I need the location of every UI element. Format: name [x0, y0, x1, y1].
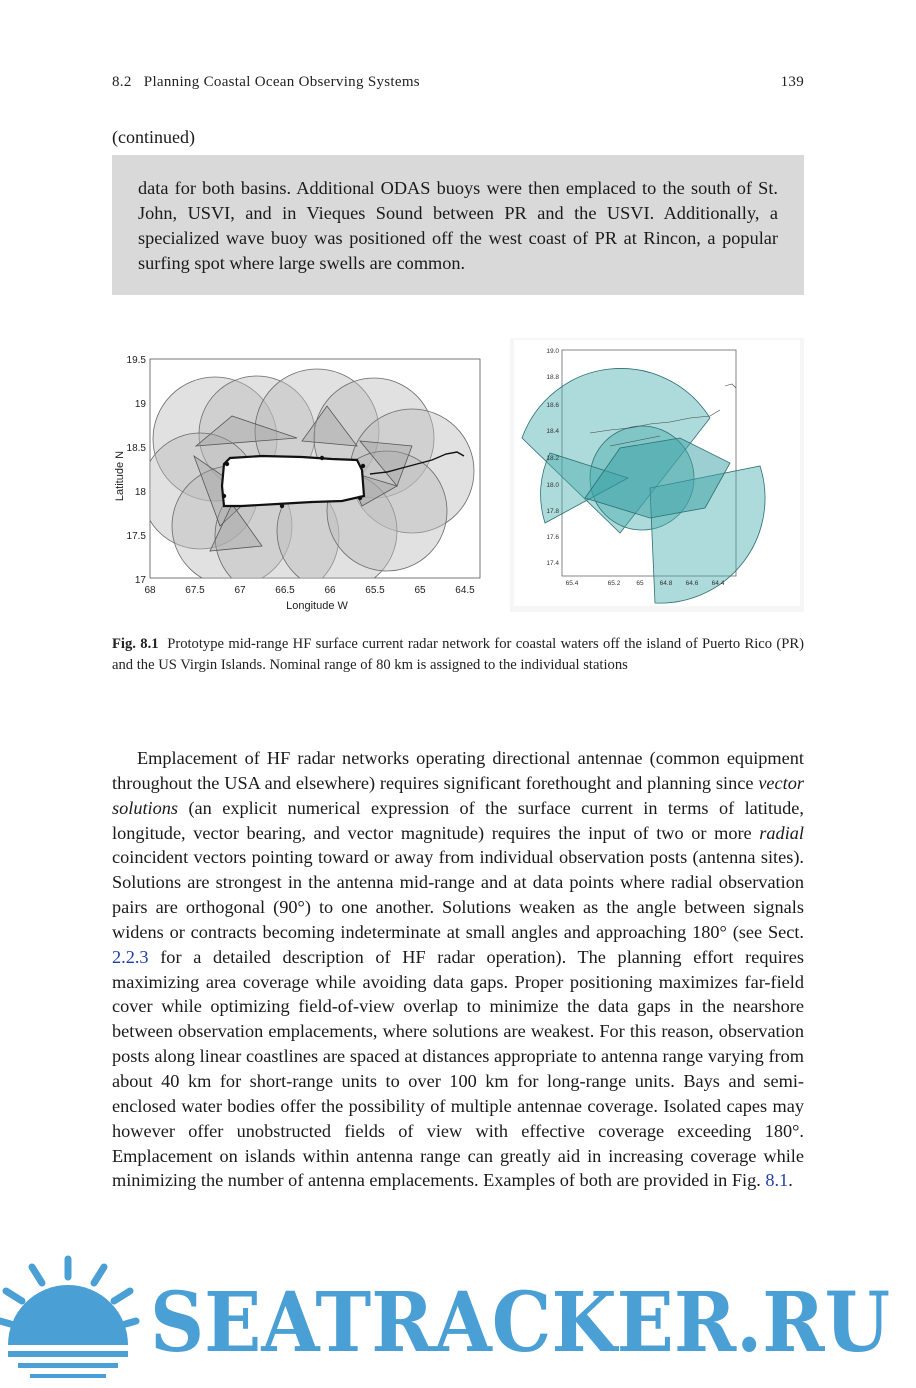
figure-left-panel: [112, 346, 484, 614]
y-tick-label: 18.0: [546, 482, 559, 489]
continued-label: (continued): [112, 127, 195, 147]
figure-8-1: [112, 338, 804, 614]
section-link[interactable]: 2.2.3: [112, 946, 149, 967]
section-title: 8.2 Planning Coastal Ocean Observing Systems: [112, 74, 420, 90]
figure-caption: [112, 634, 804, 675]
x-tick-label: 67.5: [185, 585, 205, 596]
x-tick-label: 65: [414, 585, 426, 596]
y-tick-label: 17.4: [546, 560, 559, 567]
x-tick-label: 66.5: [275, 585, 295, 596]
body-paragraph: [112, 746, 804, 1193]
y-tick-label: 18.4: [546, 428, 559, 435]
body-text-segment: Emplacement of HF radar networks operating directional antennae (common equipment throughout the USA and elsewhere) requires significant forethought and planning since: [112, 748, 804, 793]
x-tick-label: 68: [144, 585, 156, 596]
figure-link[interactable]: 8.1: [765, 1170, 789, 1191]
body-italic-term: radial: [759, 822, 804, 843]
y-tick-label: 18.5: [126, 443, 146, 454]
x-tick-label: 65.5: [365, 585, 385, 596]
y-tick-label: 19: [134, 399, 146, 410]
x-tick-label: 64.4: [711, 580, 725, 587]
boxed-paragraph: data for both basins. Additional ODAS buoys were then emplaced to the south of St. John, USVI, and in Vieques Sound between PR and the USVI. Additionally, a specialized wave buoy was positioned off the west coast of PR at Rincon, a popular surfing spot where large swells are common.: [138, 178, 778, 273]
x-axis-label: Longitude W: [286, 600, 348, 612]
y-tick-label: 17: [134, 575, 146, 586]
caption-text: Prototype mid-range HF surface current radar network for coastal waters off the island of Puerto Rico (PR) and the US Virgin Islands. Nominal range of 80 km is assigned to the individual stations: [112, 636, 805, 673]
boxed-text: [112, 155, 804, 295]
body-text-segment: .: [788, 1170, 793, 1191]
x-tick-label: 66: [324, 585, 336, 596]
running-head: [112, 74, 804, 91]
y-tick-label: 17.6: [546, 534, 559, 541]
body-italic-term: vector solutions: [112, 772, 804, 818]
sun-logo-icon: [0, 1259, 136, 1378]
y-tick-label: 18: [134, 487, 146, 498]
watermark-text: SEATRACKER.RU: [150, 1275, 890, 1371]
body-text-segment: coincident vectors pointing toward or away from individual observation posts (antenna sites). Solutions are strongest in the antenna mid-range and at data points where radial observation pairs are orthogonal (90°) to one another. Solutions weaken as the angle between signals widens or contracts becoming indeterminate at small angles and approaching 180° (see Sect.: [112, 847, 804, 942]
body-text-segment: for a detailed description of HF radar operation). The planning effort requires maximizing area coverage while avoiding data gaps. Proper positioning maximizes far-field cover while optimizing field-of-view overlap to minimize the data gaps in the nearshore between observation emplacements, where solutions are weakest. For this reason, observation posts along linear coastlines are spaced at distances appropriate to antenna range varying from about 40 km for short-range units to over 100 km for long-range units. Bays and semi-enclosed water bodies offer the possibility of multiple antennae coverage. Isolated capes may however offer unobstructed fields of view with effective coverage exceeding 180°. Emplacement on islands within antenna range can greatly aid in increasing coverage while minimizing the number of antenna emplacements. Examples of both are provided in Fig.: [112, 946, 804, 1191]
watermark: [0, 1255, 916, 1388]
caption-label: Fig. 8.1: [112, 636, 159, 652]
puerto-rico-coastline: [222, 456, 364, 506]
x-tick-label: 65.4: [565, 580, 579, 587]
y-tick-label: 18.6: [546, 402, 559, 409]
x-tick-label: 64.5: [455, 585, 475, 596]
y-tick-label: 18.8: [546, 374, 559, 381]
y-tick-label: 17.8: [546, 508, 559, 515]
x-tick-label: 64.8: [659, 580, 673, 587]
page-number: 139: [780, 74, 804, 90]
y-tick-label: 18.2: [546, 455, 559, 462]
y-axis-ticks: [546, 348, 559, 567]
y-tick-label: 19.0: [546, 348, 559, 355]
y-tick-label: 17.5: [126, 531, 146, 542]
x-tick-label: 64.6: [685, 580, 699, 587]
x-tick-label: 65: [636, 580, 644, 587]
x-tick-label: 65.2: [607, 580, 621, 587]
x-tick-label: 67: [234, 585, 246, 596]
body-text-segment: (an explicit numerical expression of the surface current in terms of latitude, longitude, vector bearing, and vector magnitude) requires the input of two or more: [112, 797, 804, 843]
y-tick-label: 19.5: [126, 355, 146, 366]
figure-right-panel: [510, 338, 804, 612]
y-axis-label: Latitude N: [114, 450, 126, 502]
